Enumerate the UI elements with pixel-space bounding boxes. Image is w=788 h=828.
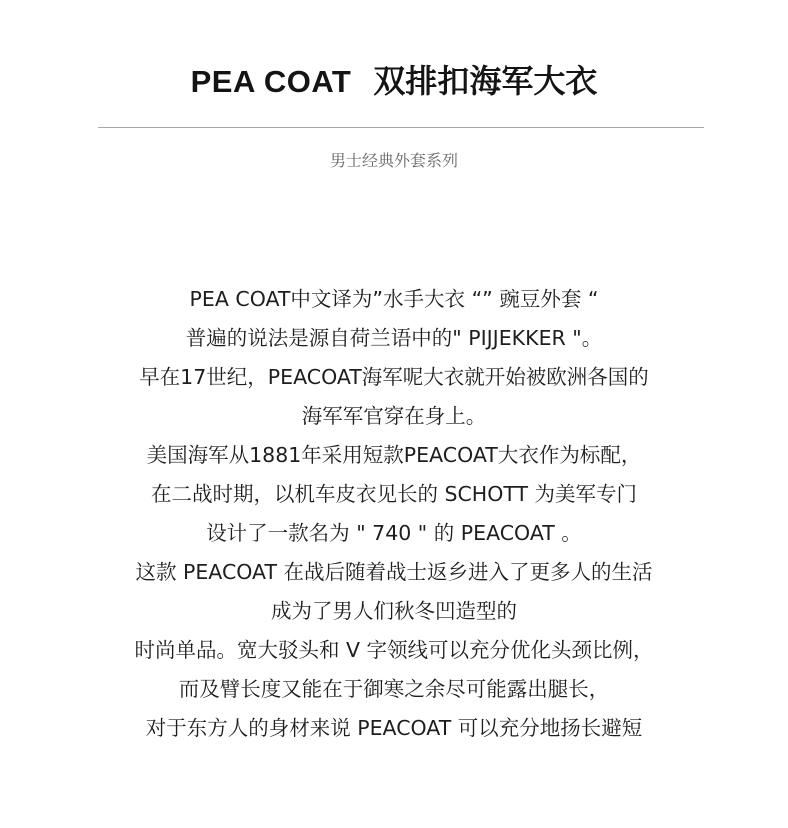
body-line: 而及臂长度又能在于御寒之余尽可能露出腿长， [178,677,610,701]
body-line: PEA COAT中文译为”水手大衣 “” 豌豆外套 “ [189,287,599,311]
body-line: 早在17世纪，PEACOAT海军呢大衣就开始被欧洲各国的 [139,365,649,389]
body-line: 这款 PEACOAT 在战后随着战士返乡进入了更多人的生活 [135,560,653,584]
title-english: PEA COAT [190,64,352,99]
body-line: 对于东方人的身材来说 PEACOAT 可以充分地扬长避短 [145,716,643,740]
body-line: 普遍的说法是源自荷兰语中的" PIJJEKKER "。 [185,326,603,350]
body-line: 美国海军从1881年采用短款PEACOAT大衣作为标配， [146,443,642,467]
body-line: 设计了一款名为 " 740 " 的 PEACOAT 。 [206,521,582,545]
title-chinese: 双排扣海军大衣 [373,62,598,100]
body-line: 成为了男人们秋冬凹造型的 [271,599,517,623]
article-body [0,280,788,748]
subtitle: 男士经典外套系列 [329,151,458,170]
header-divider [98,127,704,128]
page-header [0,56,788,102]
body-line: 时尚单品。宽大驳头和 V 字领线可以充分优化头颈比例， [134,638,654,662]
body-line: 在二战时期，以机车皮衣见长的 SCHOTT 为美军专门 [150,482,638,506]
body-line: 海军军官穿在身上。 [301,404,487,428]
